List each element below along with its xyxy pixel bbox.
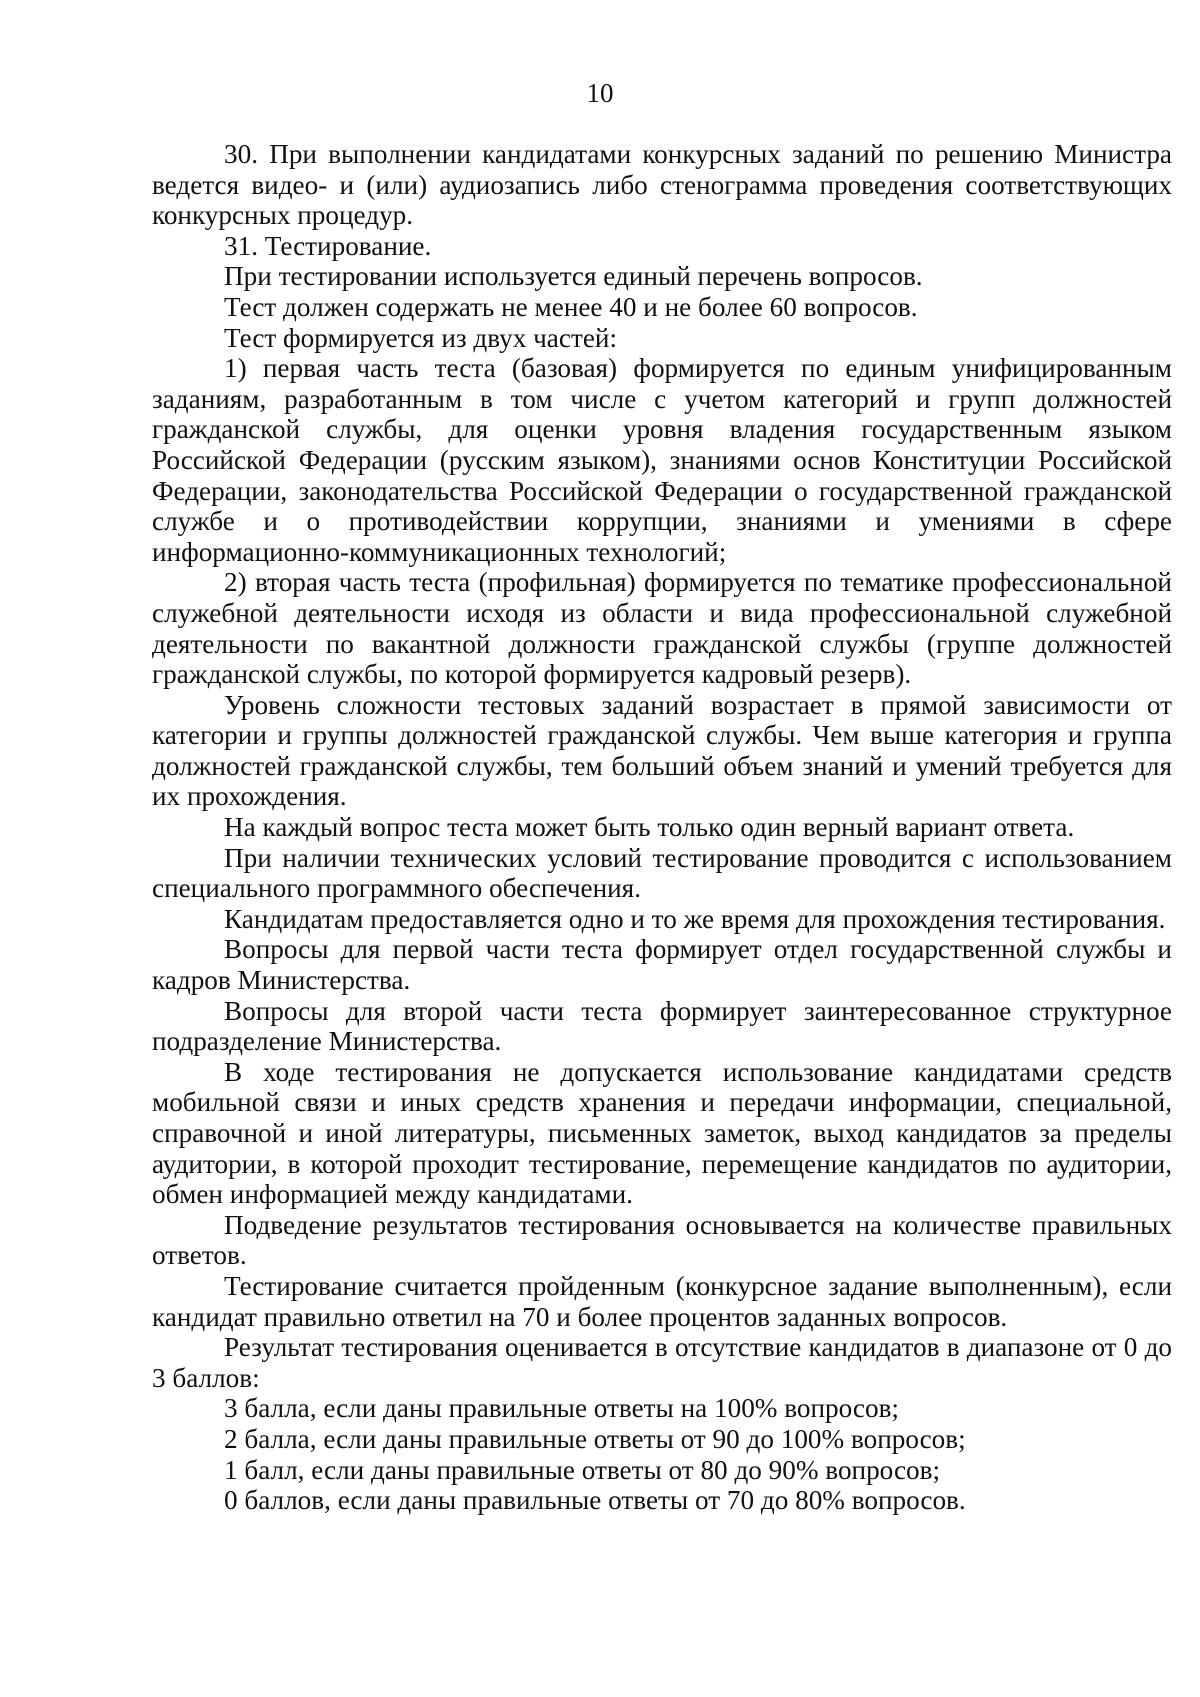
paragraph: На каждый вопрос теста может быть только один верный вариант ответа.	[224, 812, 1075, 843]
score-item-0: 0 баллов, если даны правильные ответы от 70 до 80% вопросов.	[224, 1485, 966, 1516]
score-item-2: 2 балла, если даны правильные ответы от 90 до 100% вопросов;	[224, 1423, 966, 1454]
paragraph: Тестирование считается пройденным (конкурсное задание выполненным), если кандидат правильно ответил на 70 и более процентов заданных вопросов.	[152, 1270, 1172, 1332]
paragraph: Результат тестирования оценивается в отсутствие кандидатов в диапазоне от 0 до 3 баллов:	[152, 1332, 1172, 1393]
list-item-part-2: 2) вторая часть теста (профильная) формируется по тематике профессиональной служебной деятельности исходя из области и вида профессиональной служебной деятельности по вакантной должности гражданской службы (группе должностей гражданской службы, по которой формируется кадровый резерв).	[152, 567, 1172, 690]
paragraph-30: 30. При выполнении кандидатами конкурсных заданий по решению Министра ведется видео- и (или) аудиозапись либо стенограмма проведения соответствующих конкурсных процедур.	[152, 139, 1172, 231]
paragraph: Тест формируется из двух частей:	[224, 322, 617, 353]
paragraph: Кандидатам предоставляется одно и то же время для прохождения тестирования.	[224, 903, 1166, 934]
list-item-part-1: 1) первая часть теста (базовая) формируется по единым унифицированным заданиям, разработанным в том числе с учетом категорий и групп должностей гражданской службы, для оценки уровня владения государственным языком Российской Федерации (русским языком), знаниями основ Конституции Российской Федерации, законодательства Российской Федерации о государственной гражданской службе и о противодействии коррупции, знаниями и умениями в сфере информационно-коммуникационных технологий;	[152, 353, 1172, 567]
paragraph: При тестировании используется единый перечень вопросов.	[224, 261, 923, 292]
score-item-1: 1 балл, если даны правильные ответы от 80 до 90% вопросов;	[224, 1454, 941, 1485]
paragraph: Уровень сложности тестовых заданий возрастает в прямой зависимости от категории и группы должностей гражданской службы. Чем выше категория и группа должностей гражданской службы, тем больший объем знаний и умений требуется для их прохождения.	[152, 689, 1172, 812]
paragraph: Вопросы для первой части теста формирует отдел государственной службы и кадров Министерства.	[152, 934, 1172, 996]
page-number: 10	[586, 78, 614, 108]
paragraph: При наличии технических условий тестирование проводится с использованием специального программного обеспечения.	[152, 842, 1172, 904]
score-item-3: 3 балла, если даны правильные ответы на 100% вопросов;	[224, 1393, 899, 1424]
document-body	[152, 139, 1172, 1516]
paragraph: Вопросы для второй части теста формирует заинтересованное структурное подразделение Министерства.	[152, 995, 1172, 1057]
paragraph: Подведение результатов тестирования основывается на количестве правильных ответов.	[152, 1209, 1172, 1271]
paragraph: Тест должен содержать не менее 40 и не более 60 вопросов.	[224, 291, 918, 322]
paragraph-31-heading: 31. Тестирование.	[224, 230, 432, 261]
paragraph: В ходе тестирования не допускается использование кандидатами средств мобильной связи и иных средств хранения и передачи информации, специальной, справочной и иной литературы, письменных заметок, выход кандидатов за пределы аудитории, в которой проходит тестирование, перемещение кандидатов по аудитории, обмен информацией между кандидатами.	[152, 1056, 1172, 1210]
